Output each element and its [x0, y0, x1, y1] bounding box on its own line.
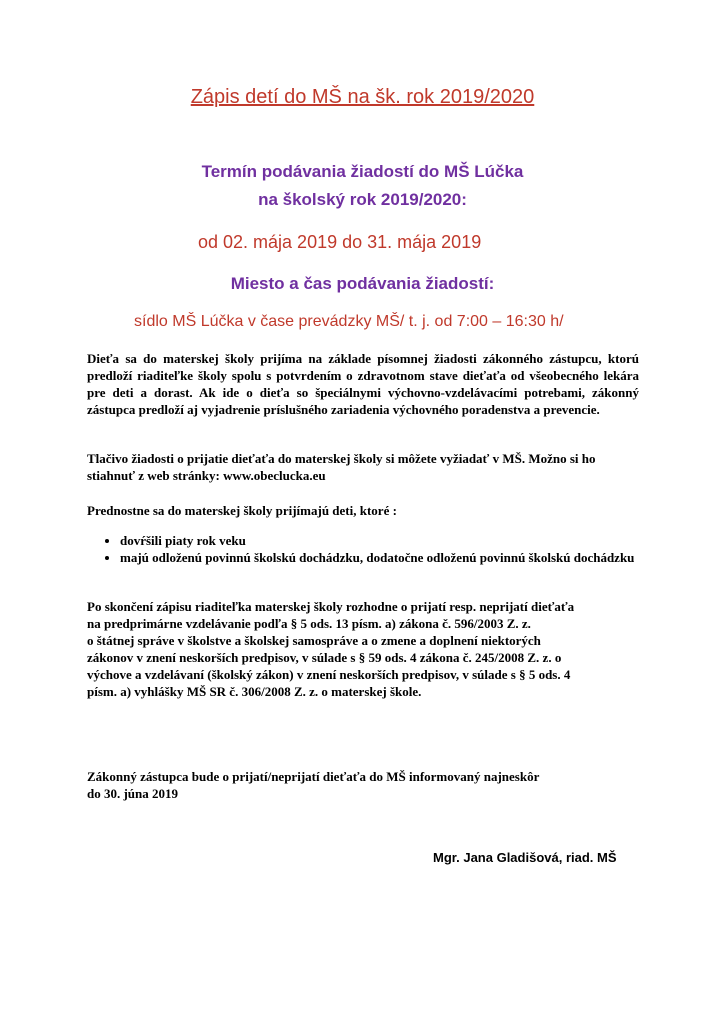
place-text: sídlo MŠ Lúčka v čase prevádzky MŠ/ t. j. od 7:00 – 16:30 h/ — [134, 313, 564, 330]
paragraph-line: písm. a) vyhlášky MŠ SR č. 306/2008 Z. z. o materskej škole. — [87, 684, 422, 699]
list-item: • dovŕšili piaty rok veku — [120, 532, 640, 549]
paragraph-line: Zákonný zástupca bude o prijatí/neprijatí dieťaťa do MŠ informovaný najneskôr — [87, 769, 540, 784]
paragraph-priority: Prednostne sa do materskej školy prijímajú deti, ktoré : — [87, 503, 397, 518]
paragraph-line: o štátnej správe v školstve a školskej samospráve a o zmene a doplnení niektorých — [87, 633, 541, 648]
deadline-heading-line1: Termín podávania žiadostí do MŠ Lúčka — [201, 162, 524, 181]
paragraph-notification — [87, 768, 647, 802]
paragraph-line: Po skončení zápisu riaditeľka materskej školy rozhodne o prijatí resp. neprijatí dieťaťa — [87, 599, 575, 614]
signature: Mgr. Jana Gladišová, riad. MŠ — [433, 850, 617, 865]
paragraph-line: zákonov v znení neskorších predpisov, v súlade s § 59 ods. 4 zákona č. 245/2008 Z. z. o — [87, 650, 562, 665]
paragraph-line: do 30. júna 2019 — [87, 786, 179, 801]
paragraph-admission: Dieťa sa do materskej školy prijíma na základe písomnej žiadosti zákonného zástupcu, ktorú predloží riaditeľke školy spolu s potvrdením o zdravotnom stave dieťaťa od všeobecného lekára pre deti a dorast. Ak ide o dieťa so špeciálnymi výchovno-vzdelávacími potrebami, zákonný zástupca predloží aj vyjadrenie príslušného zariadenia výchovného poradenstva a prevencie. — [87, 351, 639, 417]
date-range: od 02. mája 2019 do 31. mája 2019 — [198, 232, 482, 252]
priority-list — [100, 532, 640, 566]
paragraph-decision — [87, 598, 647, 700]
page-title: Zápis detí do MŠ na šk. rok 2019/2020 — [190, 86, 535, 108]
paragraph-form: Tlačivo žiadosti o prijatie dieťaťa do materskej školy si môžete vyžiadať v MŠ. Možno si ho stiahnuť z web stránky: www.obeclucka.eu — [87, 451, 596, 483]
paragraph-line: na predprimárne vzdelávanie podľa § 5 ods. 13 písm. a) zákona č. 596/2003 Z. z. — [87, 616, 531, 631]
deadline-heading-line2: na školský rok 2019/2020: — [258, 190, 467, 209]
list-item: • majú odloženú povinnú školskú dochádzku, dodatočne odloženú povinnú školskú dochádzku — [120, 549, 640, 566]
paragraph-line: výchove a vzdelávaní (školský zákon) v znení neskorších predpisov, v súlade s § 5 ods. 4 — [87, 667, 571, 682]
place-heading: Miesto a čas podávania žiadostí: — [230, 274, 495, 293]
